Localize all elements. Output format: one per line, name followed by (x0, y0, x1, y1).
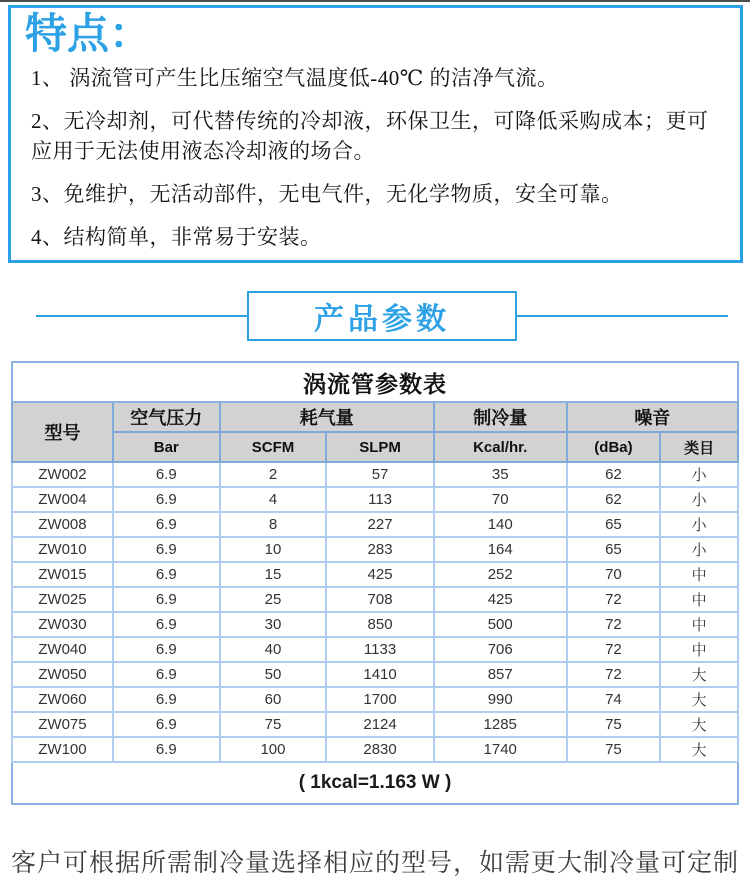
cell-model: ZW004 (12, 487, 113, 512)
cell-kcal: 70 (434, 487, 567, 512)
cell-model: ZW002 (12, 462, 113, 487)
cell-bar: 6.9 (113, 712, 220, 737)
cell-slpm: 2124 (326, 712, 433, 737)
sub-header-slpm: SLPM (326, 432, 433, 462)
cell-kcal: 1740 (434, 737, 567, 762)
cell-bar: 6.9 (113, 537, 220, 562)
cell-kcal: 990 (434, 687, 567, 712)
cell-dba: 72 (567, 587, 661, 612)
cell-kcal: 164 (434, 537, 567, 562)
cell-category: 大 (660, 712, 738, 737)
cell-dba: 72 (567, 662, 661, 687)
sub-header-dba: (dBa) (567, 432, 661, 462)
cell-slpm: 1133 (326, 637, 433, 662)
cell-category: 大 (660, 737, 738, 762)
cell-dba: 70 (567, 562, 661, 587)
parameters-table (11, 361, 739, 805)
cell-category: 中 (660, 612, 738, 637)
cell-kcal: 252 (434, 562, 567, 587)
cell-kcal: 35 (434, 462, 567, 487)
table-footnote: ( 1kcal=1.163 W ) (12, 762, 738, 804)
table-row (12, 637, 738, 662)
table-row (12, 612, 738, 637)
table-row (12, 537, 738, 562)
divider-line-right (517, 315, 728, 317)
cell-slpm: 113 (326, 487, 433, 512)
features-title: 特点： (25, 10, 152, 57)
cell-dba: 72 (567, 612, 661, 637)
cell-slpm: 708 (326, 587, 433, 612)
sub-header-kcal: Kcal/hr. (434, 432, 567, 462)
cell-bar: 6.9 (113, 687, 220, 712)
cell-kcal: 140 (434, 512, 567, 537)
cell-category: 中 (660, 637, 738, 662)
cell-scfm: 15 (220, 562, 327, 587)
cell-slpm: 2830 (326, 737, 433, 762)
cell-scfm: 50 (220, 662, 327, 687)
table-row (12, 737, 738, 762)
table-title: 涡流管参数表 (12, 362, 738, 402)
sub-header-category: 类目 (660, 432, 738, 462)
cell-scfm: 100 (220, 737, 327, 762)
cell-dba: 62 (567, 462, 661, 487)
table-row (12, 712, 738, 737)
cell-dba: 72 (567, 637, 661, 662)
cell-category: 小 (660, 512, 738, 537)
sub-header-bar: Bar (113, 432, 220, 462)
cell-model: ZW010 (12, 537, 113, 562)
cell-category: 大 (660, 662, 738, 687)
cell-category: 小 (660, 487, 738, 512)
cell-dba: 62 (567, 487, 661, 512)
cell-model: ZW040 (12, 637, 113, 662)
col-header-cooling-capacity: 制冷量 (434, 402, 567, 432)
feature-item-3: 3、免维护，无活动部件，无电气件，无化学物质，安全可靠。 (31, 181, 623, 206)
cell-category: 小 (660, 537, 738, 562)
table-row (12, 512, 738, 537)
cell-slpm: 850 (326, 612, 433, 637)
cell-bar: 6.9 (113, 462, 220, 487)
cell-scfm: 30 (220, 612, 327, 637)
cell-bar: 6.9 (113, 612, 220, 637)
cell-model: ZW008 (12, 512, 113, 537)
cell-scfm: 2 (220, 462, 327, 487)
section-header-product-params (36, 291, 728, 341)
cell-kcal: 857 (434, 662, 567, 687)
cell-bar: 6.9 (113, 487, 220, 512)
cell-category: 中 (660, 562, 738, 587)
top-divider-rule (0, 0, 750, 2)
cell-slpm: 227 (326, 512, 433, 537)
cell-kcal: 425 (434, 587, 567, 612)
col-header-air-pressure: 空气压力 (113, 402, 220, 432)
cell-dba: 65 (567, 512, 661, 537)
cell-model: ZW015 (12, 562, 113, 587)
cell-dba: 75 (567, 737, 661, 762)
divider-line-left (36, 315, 247, 317)
feature-item-4: 4、结构简单，非常易于安装。 (31, 224, 322, 249)
section-title-badge: 产品参数 (247, 291, 517, 341)
sub-header-scfm: SCFM (220, 432, 327, 462)
bottom-note: 客户可根据所需制冷量选择相应的型号，如需更大制冷量可定制 (10, 849, 739, 877)
cell-model: ZW025 (12, 587, 113, 612)
cell-slpm: 1700 (326, 687, 433, 712)
table-row (12, 487, 738, 512)
cell-scfm: 75 (220, 712, 327, 737)
table-row (12, 562, 738, 587)
cell-scfm: 8 (220, 512, 327, 537)
cell-kcal: 1285 (434, 712, 567, 737)
cell-bar: 6.9 (113, 562, 220, 587)
table-row (12, 662, 738, 687)
cell-scfm: 10 (220, 537, 327, 562)
table-row (12, 687, 738, 712)
feature-item-2: 2、无冷却剂，可代替传统的冷却液，环保卫生，可降低采购成本；更可应用于无法使用液态冷却液的场合。 (31, 109, 709, 163)
cell-scfm: 25 (220, 587, 327, 612)
cell-scfm: 40 (220, 637, 327, 662)
cell-category: 中 (660, 587, 738, 612)
col-header-noise: 噪音 (567, 402, 738, 432)
cell-slpm: 425 (326, 562, 433, 587)
cell-bar: 6.9 (113, 737, 220, 762)
cell-model: ZW100 (12, 737, 113, 762)
col-header-air-consumption: 耗气量 (220, 402, 434, 432)
cell-scfm: 4 (220, 487, 327, 512)
cell-model: ZW075 (12, 712, 113, 737)
cell-model: ZW050 (12, 662, 113, 687)
col-header-model: 型号 (12, 402, 113, 462)
cell-category: 小 (660, 462, 738, 487)
cell-category: 大 (660, 687, 738, 712)
cell-bar: 6.9 (113, 512, 220, 537)
table-row (12, 462, 738, 487)
cell-kcal: 706 (434, 637, 567, 662)
cell-slpm: 283 (326, 537, 433, 562)
cell-scfm: 60 (220, 687, 327, 712)
cell-slpm: 57 (326, 462, 433, 487)
features-list (25, 64, 724, 252)
table-row (12, 587, 738, 612)
cell-model: ZW030 (12, 612, 113, 637)
cell-model: ZW060 (12, 687, 113, 712)
cell-slpm: 1410 (326, 662, 433, 687)
cell-dba: 65 (567, 537, 661, 562)
cell-kcal: 500 (434, 612, 567, 637)
features-section (8, 5, 743, 263)
cell-dba: 75 (567, 712, 661, 737)
cell-dba: 74 (567, 687, 661, 712)
cell-bar: 6.9 (113, 587, 220, 612)
cell-bar: 6.9 (113, 662, 220, 687)
feature-item-1: 1、 涡流管可产生比压缩空气温度低-40℃ 的洁净气流。 (31, 66, 559, 91)
cell-bar: 6.9 (113, 637, 220, 662)
